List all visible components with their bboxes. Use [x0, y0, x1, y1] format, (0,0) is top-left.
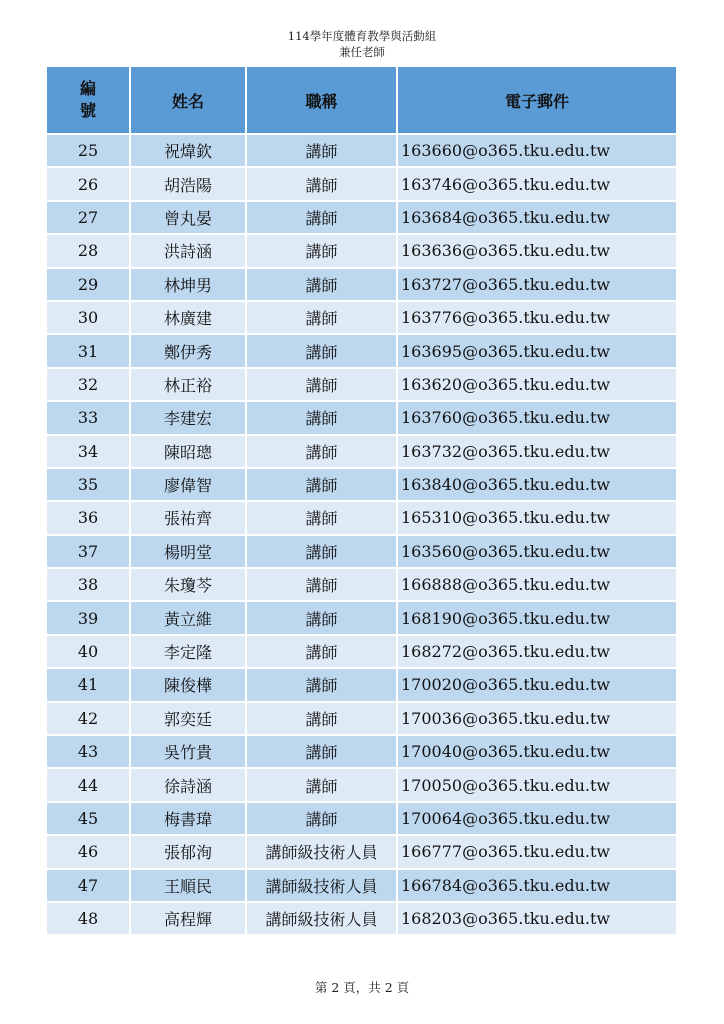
cell-name: 李定隆 — [131, 636, 247, 669]
cell-email: 163660@o365.tku.edu.tw — [398, 135, 676, 168]
cell-number: 47 — [47, 870, 131, 903]
cell-number: 45 — [47, 803, 131, 836]
cell-number: 32 — [47, 369, 131, 402]
cell-number: 25 — [47, 135, 131, 168]
cell-title: 講師 — [247, 669, 398, 702]
cell-name: 鄭伊秀 — [131, 335, 247, 368]
cell-name: 胡浩陽 — [131, 168, 247, 201]
cell-email: 170036@o365.tku.edu.tw — [398, 703, 676, 736]
table-row — [47, 402, 676, 435]
cell-email: 163636@o365.tku.edu.tw — [398, 235, 676, 268]
cell-number: 41 — [47, 669, 131, 702]
table-header-row — [47, 67, 676, 135]
cell-email: 163776@o365.tku.edu.tw — [398, 302, 676, 335]
cell-email: 170040@o365.tku.edu.tw — [398, 736, 676, 769]
table-row — [47, 469, 676, 502]
cell-title: 講師 — [247, 769, 398, 802]
cell-email: 163684@o365.tku.edu.tw — [398, 202, 676, 235]
cell-number: 36 — [47, 502, 131, 535]
cell-email: 163620@o365.tku.edu.tw — [398, 369, 676, 402]
table-row — [47, 703, 676, 736]
cell-email: 165310@o365.tku.edu.tw — [398, 502, 676, 535]
cell-name: 祝煒欽 — [131, 135, 247, 168]
column-header-email: 電子郵件 — [398, 67, 676, 135]
table-row — [47, 669, 676, 702]
table-row — [47, 803, 676, 836]
cell-title: 講師 — [247, 402, 398, 435]
cell-name: 楊明堂 — [131, 536, 247, 569]
cell-title: 講師 — [247, 502, 398, 535]
cell-number: 48 — [47, 903, 131, 936]
cell-title: 講師 — [247, 602, 398, 635]
document-header — [0, 28, 724, 60]
staff-table — [47, 67, 676, 936]
cell-name: 張祐齊 — [131, 502, 247, 535]
cell-title: 講師 — [247, 536, 398, 569]
cell-title: 講師 — [247, 469, 398, 502]
cell-email: 166784@o365.tku.edu.tw — [398, 870, 676, 903]
cell-email: 163732@o365.tku.edu.tw — [398, 436, 676, 469]
cell-email: 170020@o365.tku.edu.tw — [398, 669, 676, 702]
table-row — [47, 870, 676, 903]
cell-name: 林廣建 — [131, 302, 247, 335]
cell-number: 37 — [47, 536, 131, 569]
cell-name: 王順民 — [131, 870, 247, 903]
cell-number: 43 — [47, 736, 131, 769]
cell-email: 163727@o365.tku.edu.tw — [398, 269, 676, 302]
table-row — [47, 369, 676, 402]
cell-name: 郭奕廷 — [131, 703, 247, 736]
cell-email: 163760@o365.tku.edu.tw — [398, 402, 676, 435]
table-row — [47, 335, 676, 368]
cell-email: 168190@o365.tku.edu.tw — [398, 602, 676, 635]
cell-email: 170050@o365.tku.edu.tw — [398, 769, 676, 802]
cell-number: 42 — [47, 703, 131, 736]
table-row — [47, 736, 676, 769]
cell-title: 講師 — [247, 202, 398, 235]
cell-name: 朱瓊芩 — [131, 569, 247, 602]
cell-title: 講師 — [247, 135, 398, 168]
cell-name: 高程輝 — [131, 903, 247, 936]
table-row — [47, 602, 676, 635]
cell-name: 李建宏 — [131, 402, 247, 435]
cell-email: 168203@o365.tku.edu.tw — [398, 903, 676, 936]
cell-email: 166888@o365.tku.edu.tw — [398, 569, 676, 602]
cell-number: 39 — [47, 602, 131, 635]
table-row — [47, 903, 676, 936]
table-row — [47, 536, 676, 569]
cell-email: 170064@o365.tku.edu.tw — [398, 803, 676, 836]
cell-name: 廖偉智 — [131, 469, 247, 502]
cell-number: 40 — [47, 636, 131, 669]
cell-number: 38 — [47, 569, 131, 602]
cell-email: 163746@o365.tku.edu.tw — [398, 168, 676, 201]
cell-title: 講師級技術人員 — [247, 836, 398, 869]
cell-number: 33 — [47, 402, 131, 435]
cell-title: 講師級技術人員 — [247, 870, 398, 903]
header-subtitle: 兼任老師 — [339, 45, 385, 59]
cell-number: 26 — [47, 168, 131, 201]
cell-name: 張郁洵 — [131, 836, 247, 869]
cell-title: 講師 — [247, 703, 398, 736]
table-row — [47, 269, 676, 302]
cell-email: 163695@o365.tku.edu.tw — [398, 335, 676, 368]
cell-name: 梅書瑋 — [131, 803, 247, 836]
table-row — [47, 769, 676, 802]
cell-title: 講師 — [247, 569, 398, 602]
table-row — [47, 135, 676, 168]
cell-email: 166777@o365.tku.edu.tw — [398, 836, 676, 869]
page-footer: 第 2 頁，共 2 頁 — [314, 980, 410, 995]
table-row — [47, 302, 676, 335]
table-row — [47, 636, 676, 669]
cell-number: 34 — [47, 436, 131, 469]
cell-number: 46 — [47, 836, 131, 869]
cell-title: 講師 — [247, 235, 398, 268]
cell-number: 44 — [47, 769, 131, 802]
cell-name: 洪詩涵 — [131, 235, 247, 268]
cell-number: 27 — [47, 202, 131, 235]
cell-number: 31 — [47, 335, 131, 368]
cell-name: 林正裕 — [131, 369, 247, 402]
cell-email: 163840@o365.tku.edu.tw — [398, 469, 676, 502]
cell-number: 28 — [47, 235, 131, 268]
cell-title: 講師 — [247, 736, 398, 769]
cell-number: 35 — [47, 469, 131, 502]
table-row — [47, 235, 676, 268]
cell-email: 163560@o365.tku.edu.tw — [398, 536, 676, 569]
cell-name: 吳竹貴 — [131, 736, 247, 769]
column-header-name: 姓名 — [131, 67, 247, 135]
cell-title: 講師 — [247, 369, 398, 402]
cell-title: 講師 — [247, 436, 398, 469]
table-row — [47, 202, 676, 235]
table-row — [47, 502, 676, 535]
cell-name: 徐詩涵 — [131, 769, 247, 802]
table-body — [47, 135, 676, 936]
cell-name: 林坤男 — [131, 269, 247, 302]
cell-email: 168272@o365.tku.edu.tw — [398, 636, 676, 669]
cell-number: 30 — [47, 302, 131, 335]
cell-title: 講師 — [247, 636, 398, 669]
cell-name: 黃立維 — [131, 602, 247, 635]
table-row — [47, 436, 676, 469]
header-title: 114學年度體育教學與活動組 — [287, 29, 437, 43]
cell-title: 講師 — [247, 803, 398, 836]
cell-title: 講師 — [247, 302, 398, 335]
cell-title: 講師 — [247, 269, 398, 302]
cell-title: 講師 — [247, 335, 398, 368]
table-row — [47, 569, 676, 602]
cell-name: 陳昭璁 — [131, 436, 247, 469]
cell-name: 陳俊樺 — [131, 669, 247, 702]
cell-title: 講師 — [247, 168, 398, 201]
column-header-number: 編 號 — [47, 67, 131, 135]
column-header-title: 職稱 — [247, 67, 398, 135]
cell-title: 講師級技術人員 — [247, 903, 398, 936]
cell-name: 曾丸晏 — [131, 202, 247, 235]
table-row — [47, 168, 676, 201]
table-row — [47, 836, 676, 869]
cell-number: 29 — [47, 269, 131, 302]
